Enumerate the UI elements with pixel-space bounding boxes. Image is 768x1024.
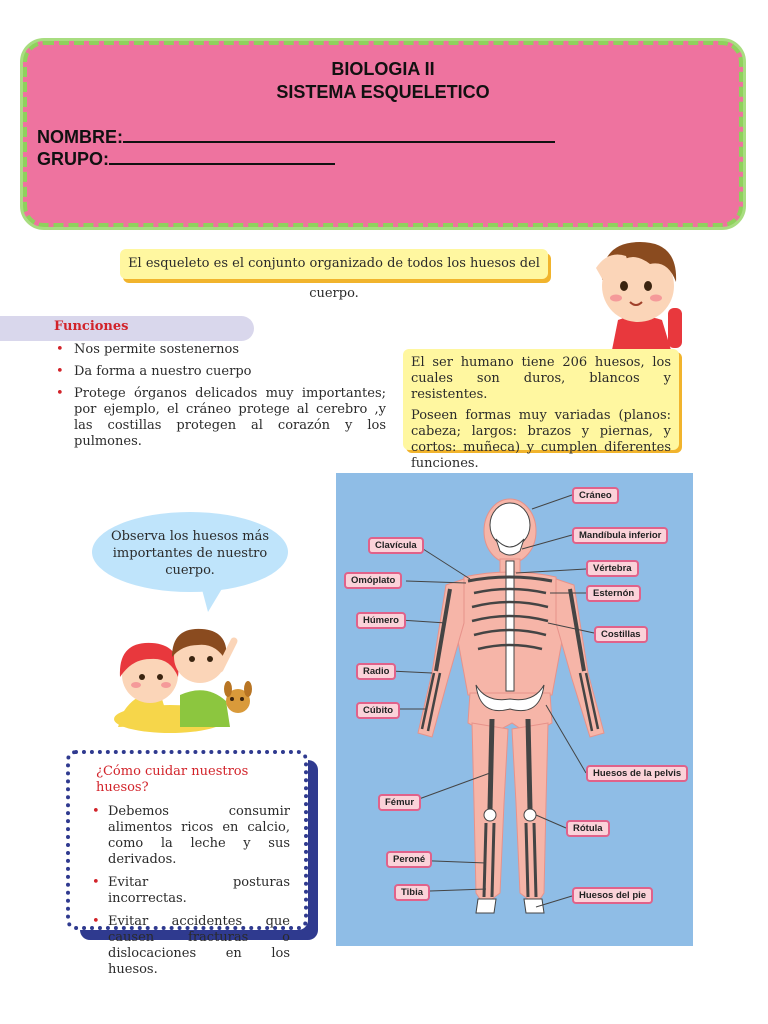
label-pie: Huesos del pie	[572, 887, 653, 904]
label-craneo: Cráneo	[572, 487, 619, 504]
label-omoplato: Omóplato	[344, 572, 402, 589]
label-costillas: Costillas	[594, 626, 648, 643]
name-label: NOMBRE:	[37, 127, 123, 147]
list-item: • Nos permite sostenernos	[56, 342, 386, 358]
facts-paragraph-1: El ser humano tiene 206 huesos, los cuales son duros, blancos y resistentes.	[411, 355, 671, 402]
label-rotula: Rótula	[566, 820, 610, 837]
facts-paragraph-2: Poseen formas muy variadas (planos: cabeza; largos: brazos y piernas, y cortos: muñeca) y cumplen diferentes funciones.	[411, 408, 671, 471]
care-title: ¿Cómo cuidar nuestros huesos?	[96, 764, 249, 795]
label-perone: Peroné	[386, 851, 432, 868]
label-humero: Húmero	[356, 612, 406, 629]
speech-bubble: Observa los huesos más importantes de nuestro cuerpo.	[92, 512, 288, 592]
label-tibia: Tibia	[394, 884, 430, 901]
label-cubito: Cúbito	[356, 702, 400, 719]
functions-list	[56, 342, 386, 456]
group-line[interactable]	[109, 149, 335, 165]
group-field[interactable]	[37, 149, 335, 170]
skeleton-diagram	[336, 473, 693, 946]
name-line[interactable]	[123, 127, 555, 143]
label-femur: Fémur	[378, 794, 421, 811]
label-esternon: Esternón	[586, 585, 641, 602]
boy-saluting-illustration	[588, 228, 690, 360]
label-pelvis: Huesos de la pelvis	[586, 765, 688, 782]
topic-title: SISTEMA ESQUELETICO	[276, 82, 490, 102]
label-clavicula: Clavícula	[368, 537, 424, 554]
label-vertebra: Vértebra	[586, 560, 639, 577]
list-item: • Da forma a nuestro cuerpo	[56, 364, 386, 380]
group-label: GRUPO:	[37, 149, 109, 169]
facts-note	[403, 349, 679, 471]
list-item: • Evitar accidentes que causen fracturas o dislocaciones en los huesos.	[88, 914, 290, 978]
label-radio: Radio	[356, 663, 396, 680]
list-item: • Protege órganos delicados muy importantes; por ejemplo, el cráneo protege al cerebro ,y las costillas protegen al corazón y los pulmones.	[56, 386, 386, 450]
list-item: • Evitar posturas incorrectas.	[88, 875, 290, 907]
name-field[interactable]	[37, 127, 555, 148]
label-mandibula: Mandíbula inferior	[572, 527, 668, 544]
care-box	[66, 750, 308, 977]
header-banner	[22, 40, 744, 228]
children-illustration	[110, 615, 260, 737]
definition-note: El esqueleto es el conjunto organizado de todos los huesos del cuerpo.	[120, 249, 548, 279]
functions-title: Funciones	[54, 319, 129, 334]
course-title: BIOLOGIA II	[331, 59, 435, 79]
list-item: • Debemos consumir alimentos ricos en calcio, como la leche y sus derivados.	[88, 804, 290, 868]
